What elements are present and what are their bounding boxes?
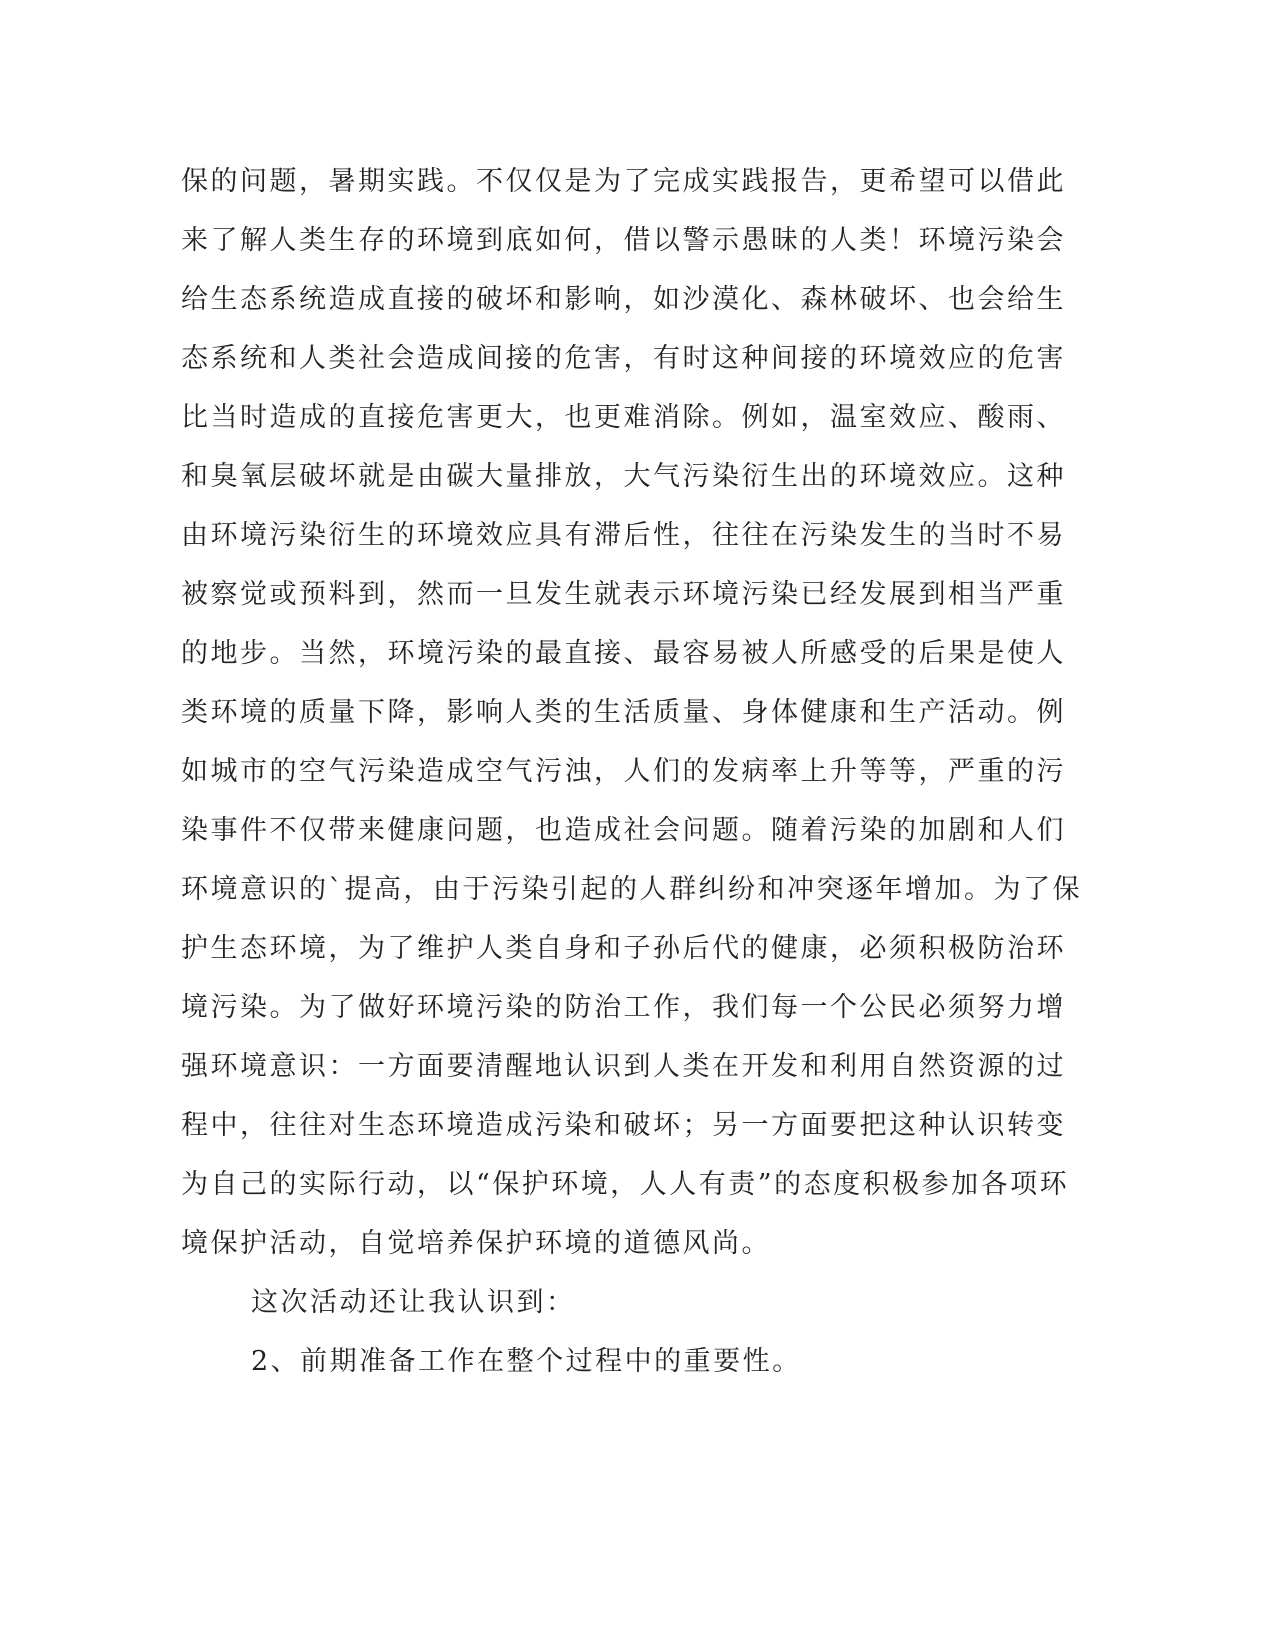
paragraph-line: 和臭氧层破坏就是由碳大量排放，大气污染衍生出的环境效应。这种 xyxy=(181,461,1066,492)
paragraph-line: 的地步。当然，环境污染的最直接、最容易被人所感受的后果是使人 xyxy=(181,638,1066,669)
paragraph-line: 强环境意识：一方面要清醒地认识到人类在开发和利用自然资源的过 xyxy=(181,1051,1066,1082)
paragraph-line: 来了解人类生存的环境到底如何，借以警示愚昧的人类！环境污染会 xyxy=(181,225,1066,256)
numbered-item-line: 2、前期准备工作在整个过程中的重要性。 xyxy=(251,1346,802,1377)
paragraph-line: 被察觉或预料到，然而一旦发生就表示环境污染已经发展到相当严重 xyxy=(181,579,1066,610)
paragraph-line: 给生态系统造成直接的破坏和影响，如沙漠化、森林破坏、也会给生 xyxy=(181,284,1066,315)
paragraph-line: 保的问题，暑期实践。不仅仅是为了完成实践报告，更希望可以借此 xyxy=(181,166,1066,197)
paragraph-intro-line: 这次活动还让我认识到： xyxy=(251,1287,576,1318)
paragraph-line: 如城市的空气污染造成空气污浊，人们的发病率上升等等，严重的污 xyxy=(181,756,1066,787)
paragraph-line: 比当时造成的直接危害更大，也更难消除。例如，温室效应、酸雨、 xyxy=(181,402,1066,433)
paragraph-line: 程中，往往对生态环境造成污染和破坏；另一方面要把这种认识转变 xyxy=(181,1110,1066,1141)
paragraph-line: 境污染。为了做好环境污染的防治工作，我们每一个公民必须努力增 xyxy=(181,992,1066,1023)
paragraph-line: 态系统和人类社会造成间接的危害，有时这种间接的环境效应的危害 xyxy=(181,343,1066,374)
paragraph-line: 类环境的质量下降，影响人类的生活质量、身体健康和生产活动。例 xyxy=(181,697,1066,728)
paragraph-line: 染事件不仅带来健康问题，也造成社会问题。随着污染的加剧和人们 xyxy=(181,815,1066,846)
paragraph-line: 由环境污染衍生的环境效应具有滞后性，往往在污染发生的当时不易 xyxy=(181,520,1066,551)
paragraph-line: 为自己的实际行动，以“保护环境，人人有责”的态度积极参加各项环 xyxy=(181,1169,1070,1200)
paragraph-line: 环境意识的`提高，由于污染引起的人群纠纷和冲突逐年增加。为了保 xyxy=(181,874,1082,905)
paragraph-line: 护生态环境，为了维护人类自身和子孙后代的健康，必须积极防治环 xyxy=(181,933,1066,964)
paragraph-line: 境保护活动，自觉培养保护环境的道德风尚。 xyxy=(181,1228,771,1259)
